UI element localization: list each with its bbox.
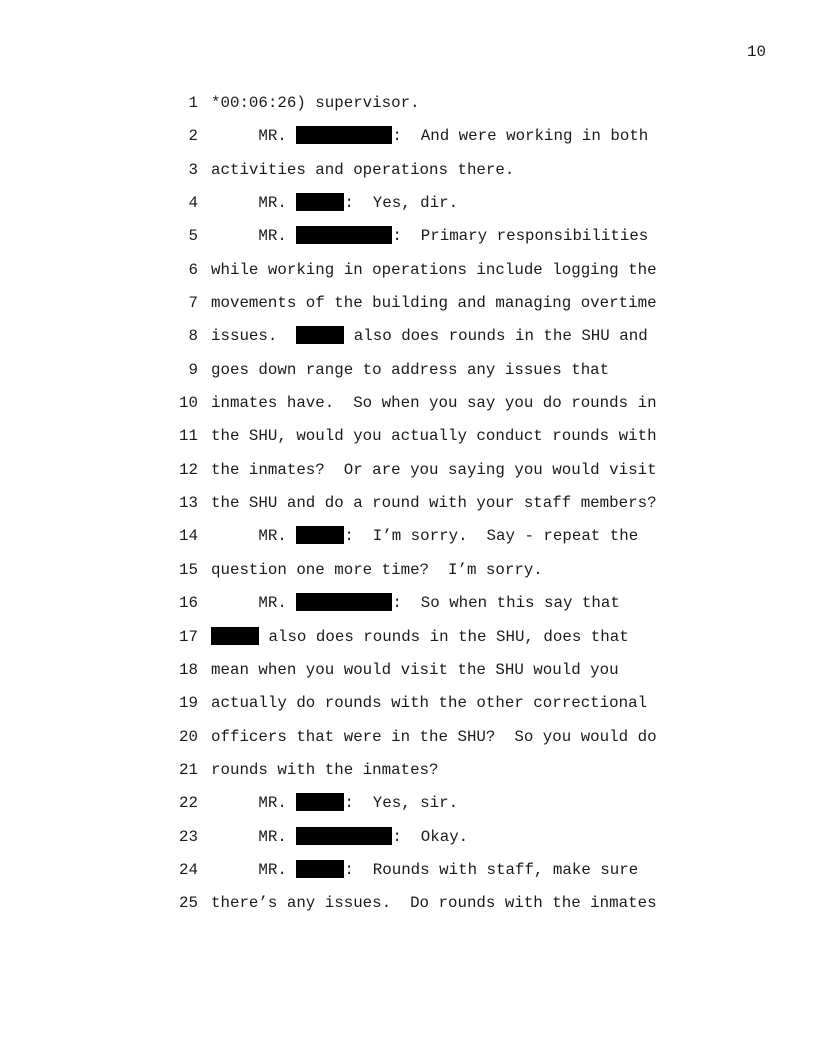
redaction-bar <box>296 126 392 144</box>
text-segment: activities and operations there. <box>211 160 515 179</box>
text-segment: : Rounds with staff, make sure <box>344 860 639 879</box>
text-segment: also does rounds in the SHU and <box>344 327 648 346</box>
line-number: 17 <box>179 627 198 646</box>
redaction-bar <box>296 593 392 611</box>
transcript-line <box>0 660 816 693</box>
line-number: 11 <box>179 427 198 446</box>
line-number: 25 <box>179 894 198 913</box>
line-text <box>211 627 629 647</box>
text-segment: MR. <box>211 527 297 546</box>
transcript-line <box>0 326 816 359</box>
line-number: 21 <box>179 760 198 779</box>
line-number: 22 <box>179 794 198 813</box>
text-segment: the SHU, would you actually conduct rounds with <box>211 427 657 446</box>
line-text <box>211 860 638 880</box>
text-segment: there’s any issues. Do rounds with the inmates <box>211 894 657 913</box>
line-number: 18 <box>179 660 198 679</box>
line-text <box>211 560 543 580</box>
transcript-line <box>0 426 816 459</box>
line-number: 23 <box>179 827 198 846</box>
text-segment: MR. <box>211 227 297 246</box>
transcript-line <box>0 627 816 660</box>
transcript-line <box>0 593 816 626</box>
line-number: 19 <box>179 694 198 713</box>
transcript-line <box>0 493 816 526</box>
line-number: 24 <box>179 860 198 879</box>
text-segment: : Okay. <box>392 827 469 846</box>
transcript-line <box>0 126 816 159</box>
transcript-line <box>0 526 816 559</box>
line-text <box>211 260 657 280</box>
transcript-line <box>0 260 816 293</box>
line-text <box>211 727 657 747</box>
transcript-line <box>0 360 816 393</box>
transcript-line <box>0 193 816 226</box>
line-number: 16 <box>179 594 198 613</box>
text-segment: movements of the building and managing overtime <box>211 294 657 313</box>
redaction-bar <box>296 226 392 244</box>
line-text <box>211 827 468 847</box>
text-segment: MR. <box>211 794 297 813</box>
line-text <box>211 460 657 480</box>
line-text <box>211 293 657 313</box>
line-number: 9 <box>188 360 198 379</box>
transcript-line <box>0 793 816 826</box>
text-segment: MR. <box>211 194 297 213</box>
text-segment: : So when this say that <box>392 594 620 613</box>
text-segment: goes down range to address any issues that <box>211 360 610 379</box>
page-number: 10 <box>747 43 766 61</box>
text-segment: while working in operations include logging the <box>211 260 657 279</box>
text-segment: issues. <box>211 327 297 346</box>
line-text <box>211 526 638 546</box>
line-number: 8 <box>188 327 198 346</box>
line-text <box>211 393 657 413</box>
text-segment: the SHU and do a round with your staff members? <box>211 494 657 513</box>
transcript-line <box>0 293 816 326</box>
line-text <box>211 760 439 780</box>
line-text <box>211 793 458 813</box>
transcript-line <box>0 893 816 926</box>
line-text <box>211 193 458 213</box>
text-segment: inmates have. So when you say you do rounds in <box>211 394 657 413</box>
text-segment: officers that were in the SHU? So you would do <box>211 727 657 746</box>
text-segment: : And were working in both <box>392 127 649 146</box>
transcript-line <box>0 226 816 259</box>
text-segment: : I’m sorry. Say - repeat the <box>344 527 639 546</box>
line-number: 4 <box>188 194 198 213</box>
text-segment: : Yes, dir. <box>344 194 459 213</box>
transcript-line <box>0 460 816 493</box>
line-text <box>211 493 657 513</box>
line-text <box>211 893 657 913</box>
line-number: 7 <box>188 294 198 313</box>
transcript-line <box>0 827 816 860</box>
redaction-bar <box>296 827 392 845</box>
text-segment: also does rounds in the SHU, does that <box>259 627 629 646</box>
line-number: 1 <box>188 94 198 112</box>
line-number: 10 <box>179 394 198 413</box>
line-text <box>211 93 420 113</box>
text-segment: mean when you would visit the SHU would you <box>211 660 619 679</box>
line-number: 5 <box>188 227 198 246</box>
text-segment: : Yes, sir. <box>344 794 459 813</box>
transcript-line <box>0 727 816 760</box>
transcript-line <box>0 93 816 126</box>
text-segment: : Primary responsibilities <box>392 227 649 246</box>
line-number: 12 <box>179 460 198 479</box>
line-number: 6 <box>188 260 198 279</box>
line-text <box>211 126 648 146</box>
line-number: 3 <box>188 160 198 179</box>
transcript-line <box>0 860 816 893</box>
line-text <box>211 693 647 713</box>
redaction-bar <box>296 793 344 811</box>
text-segment: MR. <box>211 127 297 146</box>
redaction-bar <box>296 526 344 544</box>
redaction-bar <box>211 627 259 645</box>
text-segment: actually do rounds with the other correctional <box>211 694 648 713</box>
text-segment: rounds with the inmates? <box>211 760 439 779</box>
line-number: 14 <box>179 527 198 546</box>
redaction-bar <box>296 860 344 878</box>
transcript-line <box>0 560 816 593</box>
line-text <box>211 593 620 613</box>
line-text <box>211 226 648 246</box>
transcript-line <box>0 160 816 193</box>
line-number: 13 <box>179 494 198 513</box>
line-text <box>211 660 619 680</box>
line-text <box>211 160 514 180</box>
line-number: 15 <box>179 560 198 579</box>
transcript-line <box>0 393 816 426</box>
line-text <box>211 426 657 446</box>
text-segment: the inmates? Or are you saying you would visit <box>211 460 657 479</box>
text-segment: *00:06:26) supervisor. <box>211 94 420 112</box>
redaction-bar <box>296 326 344 344</box>
text-segment: question one more time? I’m sorry. <box>211 560 543 579</box>
text-segment: MR. <box>211 594 297 613</box>
line-text <box>211 326 648 346</box>
line-number: 20 <box>179 727 198 746</box>
transcript-body <box>0 93 816 927</box>
text-segment: MR. <box>211 860 297 879</box>
transcript-line <box>0 693 816 726</box>
redaction-bar <box>296 193 344 211</box>
transcript-line <box>0 760 816 793</box>
line-number: 2 <box>188 127 198 146</box>
line-text <box>211 360 609 380</box>
text-segment: MR. <box>211 827 297 846</box>
